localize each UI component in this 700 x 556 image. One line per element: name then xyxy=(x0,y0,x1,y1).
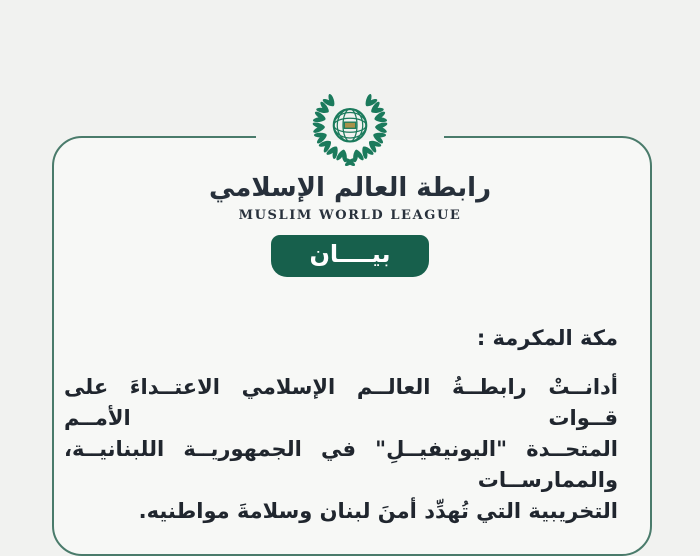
paragraph-line-2: المتحــدة "اليونيفيــلِ" في الجمهوريــة اللبنانيــة، والممارســات xyxy=(64,437,618,492)
statement-paragraph xyxy=(64,372,618,527)
org-name-arabic: رابطة العالم الإسلامي xyxy=(208,173,492,203)
paragraph-line-1: أدانــتْ رابطــةُ العالــم الإسلامي الاعتــداءَ على قــوات الأمــم xyxy=(64,375,618,430)
org-name-english: MUSLIM WORLD LEAGUE xyxy=(238,208,462,223)
mwl-logo-block xyxy=(0,84,700,224)
statement-content xyxy=(64,326,618,527)
statement-banner xyxy=(271,235,429,277)
paragraph-line-3: التخريبية التي تُهدِّد أمنَ لبنان وسلامةَ مواطنيه. xyxy=(138,499,618,523)
wreath-globe-icon xyxy=(306,84,394,170)
banner-label: بيــــان xyxy=(309,240,391,268)
location-heading: مكة المكرمة : xyxy=(476,326,618,350)
